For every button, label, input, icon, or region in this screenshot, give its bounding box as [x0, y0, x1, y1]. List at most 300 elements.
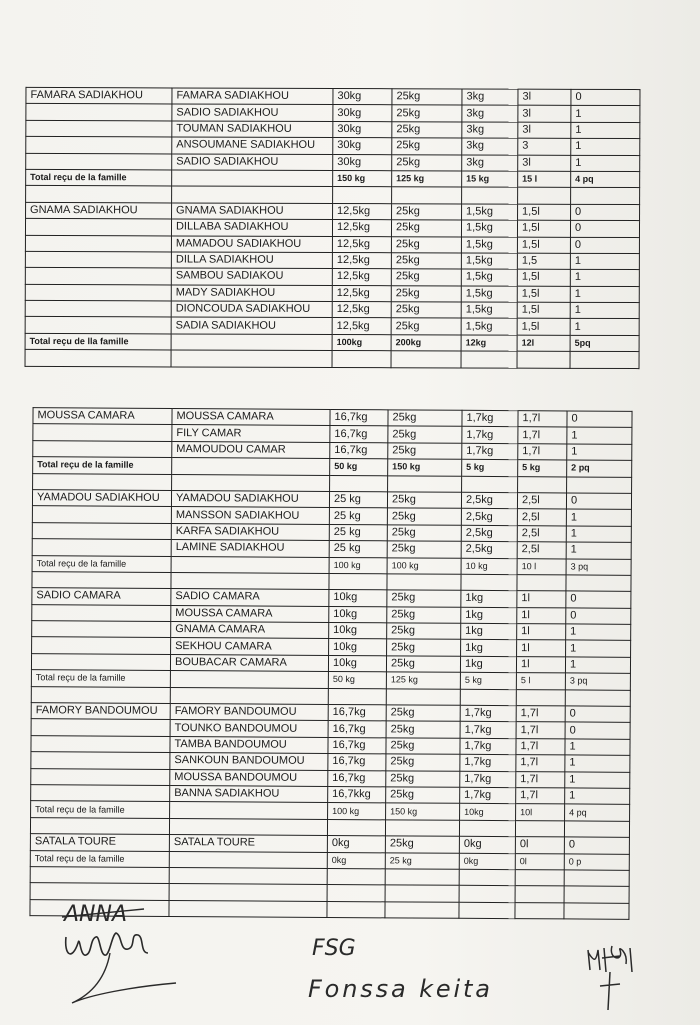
quantity-cell-5: 1: [570, 319, 639, 336]
empty-cell: [564, 886, 629, 903]
member-name-cell: SADIO SADIAKHOU: [172, 104, 333, 121]
quantity-cell-2: 25kg: [386, 738, 460, 755]
total-cell-4: 15 l: [518, 171, 571, 188]
total-cell-1: 150 kg: [333, 170, 392, 187]
empty-cell: [518, 187, 571, 204]
quantity-cell-3: 1,7kg: [460, 705, 516, 722]
empty-cell: [25, 350, 171, 367]
quantity-cell-1: 25 kg: [329, 541, 387, 558]
family-name-cell: [31, 768, 170, 785]
signature-middle-name: Fonssa keita: [308, 975, 490, 1003]
quantity-cell-1: 16,7kg: [330, 426, 388, 443]
quantity-cell-2: 25kg: [387, 623, 461, 640]
quantity-cell-3: 1,5kg: [461, 269, 517, 286]
family-name-cell: [31, 719, 170, 736]
quantity-cell-3: 3kg: [462, 89, 518, 106]
total-cell-4: 10l: [516, 804, 565, 821]
quantity-cell-1: 16,7kkg: [328, 786, 386, 803]
empty-cell: [172, 458, 330, 475]
empty-cell: [571, 188, 640, 205]
member-name-cell: FAMARA SADIAKHOU: [172, 88, 333, 105]
empty-cell: [385, 885, 459, 902]
quantity-cell-2: 25kg: [387, 525, 461, 542]
family-name-cell: [32, 539, 171, 556]
quantity-cell-4: 1,7l: [516, 738, 565, 755]
quantity-cell-5: 0: [565, 722, 630, 739]
quantity-cell-5: 1: [566, 542, 631, 559]
family-name-cell: [25, 317, 171, 334]
distribution-table-1: [25, 87, 641, 369]
family-name-cell: GNAMA SADIAKHOU: [26, 202, 172, 219]
quantity-cell-2: 25kg: [392, 203, 462, 220]
quantity-cell-3: 1,7kg: [460, 771, 516, 788]
member-name-cell: MOUSSA CAMARA: [171, 605, 329, 622]
family-name-cell: [32, 522, 171, 539]
quantity-cell-3: 1,7kg: [462, 410, 518, 427]
quantity-cell-2: 25kg: [392, 89, 462, 106]
empty-cell: [171, 350, 332, 367]
empty-cell: [391, 351, 461, 368]
quantity-cell-1: 10kg: [328, 655, 386, 672]
empty-cell: [567, 476, 632, 493]
quantity-cell-4: 2,5l: [517, 509, 566, 526]
quantity-cell-2: 25kg: [388, 410, 462, 427]
quantity-cell-5: 0: [567, 411, 632, 428]
member-name-cell: YAMADOU SADIAKHOU: [171, 490, 329, 507]
total-label-cell: Total reçu de la famille: [31, 801, 170, 818]
quantity-cell-3: 1,5kg: [461, 286, 517, 303]
total-label-cell: Total reçu de la famille: [32, 555, 171, 572]
quantity-cell-1: 12,5kg: [332, 269, 391, 286]
empty-cell: [332, 351, 391, 368]
quantity-cell-5: 1: [566, 509, 631, 526]
quantity-cell-3: 1kg: [461, 640, 517, 657]
signature-left-name: ANNA: [64, 902, 128, 927]
quantity-cell-3: 1,5kg: [461, 302, 517, 319]
distribution-table-2: [29, 407, 632, 920]
quantity-cell-4: 1,5l: [517, 220, 570, 237]
empty-cell: [31, 686, 170, 703]
quantity-cell-4: 3l: [518, 106, 571, 123]
quantity-cell-1: 12,5kg: [332, 252, 391, 269]
empty-cell: [385, 869, 459, 886]
quantity-cell-4: 1l: [517, 591, 566, 608]
empty-cell: [327, 819, 385, 836]
quantity-cell-4: 1,7l: [518, 427, 567, 444]
quantity-cell-4: 1,5: [517, 253, 570, 270]
member-name-cell: SADIO SADIAKHOU: [172, 154, 333, 171]
quantity-cell-1: 10kg: [329, 623, 387, 640]
empty-cell: [171, 556, 329, 573]
quantity-cell-4: 1,5l: [517, 286, 570, 303]
quantity-cell-2: 25kg: [391, 318, 461, 335]
empty-cell: [32, 572, 171, 589]
quantity-cell-5: 1: [570, 286, 639, 303]
empty-cell: [169, 818, 327, 835]
quantity-cell-2: 25kg: [391, 285, 461, 302]
empty-cell: [387, 574, 461, 591]
family-name-cell: [25, 235, 171, 252]
signature-anna: [50, 895, 190, 1020]
quantity-cell-5: 0: [571, 204, 640, 221]
member-name-cell: MANSSON SADIAKHOU: [171, 507, 329, 524]
quantity-cell-1: 16,7kg: [328, 754, 386, 771]
empty-cell: [26, 186, 172, 203]
family-name-cell: FAMARA SADIAKHOU: [26, 87, 172, 104]
quantity-cell-1: 12,5kg: [332, 285, 391, 302]
total-label-cell: Total reçu de lla famille: [25, 333, 171, 350]
quantity-cell-2: 25kg: [386, 656, 460, 673]
total-cell-1: 50 kg: [330, 459, 388, 476]
quantity-cell-1: 16,7kg: [330, 442, 388, 459]
total-cell-1: 100 kg: [329, 557, 387, 574]
quantity-cell-4: 1,5l: [517, 269, 570, 286]
member-name-cell: KARFA SADIAKHOU: [171, 523, 329, 540]
member-name-cell: MAMOUDOU CAMAR: [172, 441, 330, 458]
empty-cell: [515, 820, 564, 837]
quantity-cell-4: 1,7l: [516, 722, 565, 739]
quantity-cell-1: 12,5kg: [332, 302, 391, 319]
empty-cell: [169, 867, 327, 884]
quantity-cell-1: 30kg: [333, 105, 392, 122]
family-name-cell: MOUSSA CAMARA: [33, 408, 172, 425]
member-name-cell: SADIO CAMARA: [171, 589, 329, 606]
total-cell-1: 100kg: [332, 334, 391, 351]
quantity-cell-2: 25kg: [392, 154, 462, 171]
quantity-cell-3: 3kg: [462, 105, 518, 122]
family-name-cell: [25, 251, 171, 268]
total-label-cell: Total reçu de la famille: [26, 169, 172, 186]
signature-right: [580, 940, 650, 1020]
quantity-cell-2: 25kg: [391, 302, 461, 319]
family-name-cell: [26, 104, 172, 121]
empty-cell: [329, 573, 387, 590]
quantity-cell-3: 1,5kg: [461, 253, 517, 270]
quantity-cell-5: 1: [565, 772, 630, 789]
member-name-cell: SANKOUN BANDOUMOU: [170, 753, 328, 770]
empty-cell: [462, 187, 518, 204]
quantity-cell-2: 25kg: [387, 590, 461, 607]
quantity-cell-2: 25kg: [391, 220, 461, 237]
quantity-cell-2: 25kg: [387, 607, 461, 624]
total-cell-5: 3 pq: [566, 558, 631, 575]
member-name-cell: MOUSSA CAMARA: [172, 409, 330, 426]
total-cell-5: 2 pq: [567, 460, 632, 477]
family-name-cell: [31, 654, 170, 671]
member-name-cell: GNAMA CAMARA: [171, 622, 329, 639]
family-name-cell: [31, 752, 170, 769]
quantity-cell-4: 3l: [518, 89, 571, 106]
quantity-cell-2: 25kg: [387, 639, 461, 656]
quantity-cell-2: 25kg: [391, 236, 461, 253]
empty-cell: [327, 901, 385, 918]
member-row: [26, 87, 640, 106]
quantity-cell-1: 25 kg: [329, 508, 387, 525]
empty-cell: [170, 671, 328, 688]
family-name-cell: [26, 137, 172, 154]
quantity-cell-2: 25kg: [386, 754, 460, 771]
quantity-cell-1: 16,7kg: [328, 721, 386, 738]
family-name-cell: SATALA TOURE: [30, 834, 169, 851]
signature-fonssa-keita: [300, 925, 500, 1015]
total-cell-4: 5 l: [516, 673, 565, 690]
quantity-cell-3: 0kg: [459, 836, 515, 853]
quantity-cell-5: 1: [565, 755, 630, 772]
empty-cell: [327, 868, 385, 885]
member-name-cell: ANSOUMANE SADIAKHOU: [172, 137, 333, 154]
quantity-cell-3: 3kg: [462, 155, 518, 172]
total-cell-4: 5 kg: [518, 460, 567, 477]
quantity-cell-1: 16,7kg: [330, 409, 388, 426]
quantity-cell-3: 1,5kg: [461, 318, 517, 335]
empty-cell: [462, 476, 518, 493]
empty-cell: [461, 351, 517, 368]
quantity-cell-3: 1,7kg: [460, 787, 516, 804]
quantity-cell-2: 25kg: [387, 541, 461, 558]
quantity-cell-1: 25 kg: [329, 491, 387, 508]
total-cell-2: 25 kg: [385, 852, 459, 869]
empty-cell: [170, 802, 328, 819]
quantity-cell-1: 10kg: [329, 606, 387, 623]
empty-cell: [170, 687, 328, 704]
quantity-cell-2: 25kg: [385, 836, 459, 853]
quantity-cell-1: 16,7kg: [328, 705, 386, 722]
total-cell-3: 5 kg: [460, 673, 516, 690]
family-name-cell: FAMORY BANDOUMOU: [31, 703, 170, 720]
total-cell-5: 5pq: [570, 335, 639, 352]
empty-cell: [565, 690, 630, 707]
quantity-cell-4: 3l: [518, 155, 571, 172]
total-cell-3: 15 kg: [462, 171, 518, 188]
member-name-cell: MADY SADIAKHOU: [171, 285, 332, 302]
quantity-cell-1: 12,5kg: [332, 318, 391, 335]
quantity-cell-1: 30kg: [333, 121, 392, 138]
quantity-cell-1: 10kg: [329, 590, 387, 607]
quantity-cell-5: 1: [566, 640, 631, 657]
quantity-cell-5: 1: [570, 302, 639, 319]
quantity-cell-2: 25kg: [392, 138, 462, 155]
quantity-cell-3: 3kg: [462, 138, 518, 155]
empty-cell: [515, 870, 564, 887]
member-name-cell: GNAMA SADIAKHOU: [172, 203, 333, 220]
family-name-cell: [31, 735, 170, 752]
quantity-cell-4: 2,5l: [517, 493, 566, 510]
empty-cell: [171, 572, 329, 589]
member-name-cell: SEKHOU CAMARA: [171, 638, 329, 655]
quantity-cell-4: 1,5l: [517, 237, 570, 254]
empty-cell: [517, 351, 570, 368]
total-cell-2: 125 kg: [386, 672, 460, 689]
family-name-cell: [32, 604, 171, 621]
total-cell-5: 4 pq: [571, 171, 640, 188]
quantity-cell-4: 1l: [516, 656, 565, 673]
family-name-cell: [26, 153, 172, 170]
quantity-cell-5: 1: [566, 526, 631, 543]
empty-cell: [388, 475, 462, 492]
quantity-cell-1: 10kg: [329, 639, 387, 656]
total-cell-3: 5 kg: [462, 459, 518, 476]
total-cell-1: 100 kg: [328, 803, 386, 820]
quantity-cell-3: 2,5kg: [461, 525, 517, 542]
member-name-cell: SADIA SADIAKHOU: [171, 317, 332, 334]
empty-cell: [392, 187, 462, 204]
quantity-cell-1: 12,5kg: [332, 220, 391, 237]
empty-cell: [171, 334, 332, 351]
quantity-cell-1: 12,5kg: [333, 203, 392, 220]
quantity-cell-1: 0kg: [327, 836, 385, 853]
total-cell-4: 0l: [515, 853, 564, 870]
quantity-cell-5: 0: [565, 706, 630, 723]
empty-cell: [515, 886, 564, 903]
total-cell-2: 100 kg: [387, 557, 461, 574]
quantity-cell-5: 1: [565, 657, 630, 674]
quantity-cell-3: 1,7kg: [460, 754, 516, 771]
empty-cell: [385, 902, 459, 919]
empty-cell: [570, 352, 639, 369]
total-cell-1: 0kg: [327, 852, 385, 869]
empty-cell: [385, 820, 459, 837]
quantity-cell-2: 25kg: [391, 269, 461, 286]
empty-cell: [459, 820, 515, 837]
empty-cell: [564, 870, 629, 887]
empty-cell: [33, 473, 172, 490]
quantity-cell-3: 1,7kg: [462, 427, 518, 444]
quantity-cell-2: 25kg: [388, 426, 462, 443]
member-name-cell: BANNA SADIAKHOU: [170, 786, 328, 803]
family-name-cell: [26, 120, 172, 137]
quantity-cell-3: 1,7kg: [460, 722, 516, 739]
empty-cell: [460, 689, 516, 706]
quantity-cell-2: 25kg: [386, 787, 460, 804]
family-total-row: [25, 333, 639, 352]
quantity-cell-4: 1,7l: [516, 706, 565, 723]
quantity-cell-2: 25kg: [387, 492, 461, 509]
quantity-cell-3: 1kg: [461, 607, 517, 624]
quantity-cell-2: 25kg: [392, 121, 462, 138]
family-name-cell: [25, 268, 171, 285]
empty-cell: [333, 187, 392, 204]
quantity-cell-5: 0: [566, 591, 631, 608]
total-cell-5: 3 pq: [565, 673, 630, 690]
quantity-cell-4: 3l: [518, 122, 571, 139]
total-cell-1: 50 kg: [328, 672, 386, 689]
family-name-cell: [32, 637, 171, 654]
total-cell-4: 12l: [517, 335, 570, 352]
quantity-cell-3: 2,5kg: [461, 492, 517, 509]
quantity-cell-4: 1,5l: [517, 302, 570, 319]
quantity-cell-5: 1: [570, 253, 639, 270]
empty-cell: [459, 902, 515, 919]
quantity-cell-4: 3: [518, 138, 571, 155]
empty-cell: [172, 474, 330, 491]
quantity-cell-5: 1: [565, 788, 630, 805]
quantity-cell-2: 25kg: [392, 105, 462, 122]
empty-cell: [327, 885, 385, 902]
quantity-cell-5: 1: [571, 155, 640, 172]
signature-middle-initials: FSG: [312, 936, 356, 961]
member-name-cell: FILY CAMAR: [172, 425, 330, 442]
quantity-cell-5: 1: [565, 739, 630, 756]
quantity-cell-3: 3kg: [462, 122, 518, 139]
member-name-cell: FAMORY BANDOUMOU: [170, 704, 328, 721]
empty-cell: [30, 867, 169, 884]
empty-cell: [169, 884, 327, 901]
family-name-cell: YAMADOU SADIAKHOU: [32, 490, 171, 507]
total-cell-3: 10kg: [460, 804, 516, 821]
member-name-cell: SATALA TOURE: [169, 835, 327, 852]
quantity-cell-2: 25kg: [386, 721, 460, 738]
member-name-cell: DIONCOUDA SADIAKHOU: [171, 301, 332, 318]
quantity-cell-3: 1,5kg: [462, 204, 518, 221]
empty-cell: [328, 688, 386, 705]
quantity-cell-1: 16,7kg: [328, 737, 386, 754]
quantity-cell-4: 1l: [517, 624, 566, 641]
quantity-cell-1: 30kg: [333, 138, 392, 155]
quantity-cell-2: 25kg: [387, 508, 461, 525]
member-name-cell: MAMADOU SADIAKHOU: [171, 235, 332, 252]
total-cell-5: 4 pq: [565, 804, 630, 821]
quantity-cell-5: 1: [567, 444, 632, 461]
quantity-cell-5: 0: [570, 237, 639, 254]
empty-cell: [566, 575, 631, 592]
quantity-cell-1: 16,7kg: [328, 770, 386, 787]
member-name-cell: BOUBACAR CAMARA: [170, 654, 328, 671]
total-cell-3: 12kg: [461, 335, 517, 352]
quantity-cell-5: 0: [566, 608, 631, 625]
family-name-cell: [32, 621, 171, 638]
quantity-cell-4: 2,5l: [517, 525, 566, 542]
quantity-cell-4: 1,7l: [516, 788, 565, 805]
quantity-cell-1: 30kg: [333, 154, 392, 171]
quantity-cell-5: 1: [567, 427, 632, 444]
family-name-cell: [33, 424, 172, 441]
member-name-cell: SAMBOU SADIAKOU: [171, 268, 332, 285]
quantity-cell-3: 2,5kg: [461, 541, 517, 558]
total-cell-3: 10 kg: [461, 558, 517, 575]
quantity-cell-4: 1l: [517, 640, 566, 657]
quantity-cell-4: 2,5l: [517, 542, 566, 559]
quantity-cell-3: 1kg: [461, 623, 517, 640]
family-name-cell: [31, 785, 170, 802]
quantity-cell-2: 25kg: [386, 770, 460, 787]
total-label-cell: Total reçu de la famille: [33, 457, 172, 474]
family-name-cell: [32, 506, 171, 523]
total-label-cell: Total reçu de la famille: [30, 850, 169, 867]
member-name-cell: DILLABA SADIAKHOU: [171, 219, 332, 236]
quantity-cell-4: 1,7l: [516, 755, 565, 772]
empty-cell: [564, 903, 629, 920]
empty-cell: [172, 186, 333, 203]
family-name-cell: SADIO CAMARA: [32, 588, 171, 605]
quantity-cell-5: 0: [566, 493, 631, 510]
total-cell-2: 200kg: [391, 335, 461, 352]
quantity-cell-5: 0: [571, 89, 640, 106]
quantity-cell-3: 2,5kg: [461, 509, 517, 526]
family-name-cell: [25, 284, 171, 301]
quantity-cell-3: 1,7kg: [462, 443, 518, 460]
empty-cell: [516, 689, 565, 706]
family-name-cell: [25, 219, 171, 236]
empty-cell: [169, 900, 327, 917]
quantity-cell-3: 1kg: [461, 591, 517, 608]
quantity-cell-2: 25kg: [386, 705, 460, 722]
quantity-cell-5: 0: [564, 837, 629, 854]
empty-cell: [459, 886, 515, 903]
quantity-cell-4: 1,7l: [518, 443, 567, 460]
member-name-cell: DILLA SADIAKHOU: [171, 252, 332, 269]
quantity-cell-4: 1,7l: [518, 411, 567, 428]
quantity-cell-3: 1,5kg: [461, 236, 517, 253]
